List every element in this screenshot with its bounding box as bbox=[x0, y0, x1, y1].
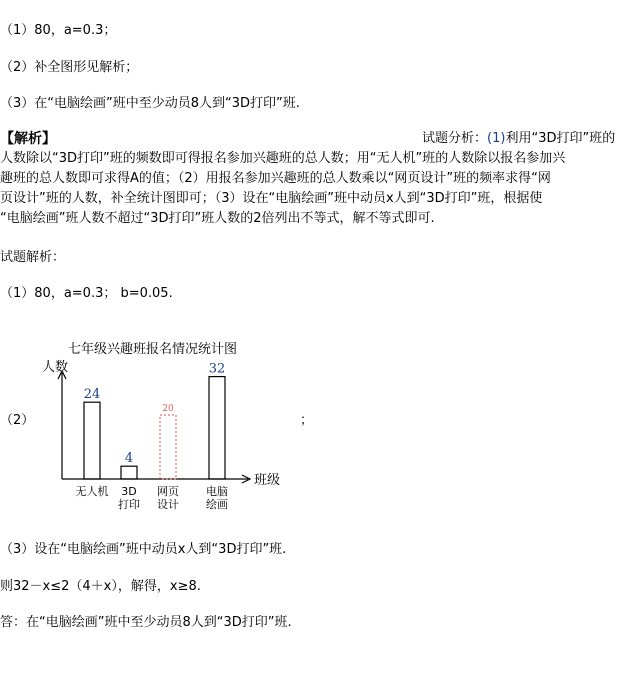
analysis-line-3: 趣班的总人数即可求得A的值；（2）用报名参加兴趣班的总人数乘以“网页设计”班的频率求得“网 bbox=[0, 171, 551, 186]
chart-title: 七年级兴趣班报名情况统计图 bbox=[68, 342, 238, 357]
analysis-first-line bbox=[422, 130, 615, 148]
bar-3 bbox=[209, 377, 225, 479]
answer-line-3: （3）在“电脑绘画”班中至少动员8人到“3D打印”班. bbox=[0, 96, 300, 111]
solution-line-4: 则32－x≤2（4＋x），解得，x≥8. bbox=[0, 579, 201, 594]
solution-part2-tail: ； bbox=[300, 413, 314, 428]
category-label-2-1: 设计 bbox=[157, 498, 179, 511]
category-label-3-1: 绘画 bbox=[206, 498, 228, 511]
category-label-2-0: 网页 bbox=[157, 485, 179, 498]
category-label-1-0: 3D bbox=[121, 485, 137, 498]
solution-line-1: （1）80，a=0.3； b=0.05. bbox=[0, 286, 173, 301]
solution-line-5: 答：在“电脑绘画”班中至少动员8人到“3D打印”班. bbox=[0, 615, 292, 630]
analysis-part1-verb: 利用 bbox=[505, 131, 532, 146]
bar-value-label-0: 24 bbox=[83, 387, 101, 403]
analysis-part1-object: “3D打印”班的 bbox=[531, 131, 616, 146]
solution-line-3: （3）设在“电脑绘画”班中动员x人到“3D打印”班. bbox=[0, 542, 287, 557]
analysis-heading: 【解析】 bbox=[0, 131, 56, 147]
x-axis-label: 班级 bbox=[254, 473, 281, 488]
bar-value-label-2: 20 bbox=[162, 404, 174, 414]
analysis-part1-marker: (1) bbox=[487, 131, 506, 146]
bar-0 bbox=[84, 402, 100, 479]
bar-2 bbox=[160, 415, 176, 479]
bar-value-label-3: 32 bbox=[208, 361, 226, 377]
category-label-0-0: 无人机 bbox=[75, 485, 109, 498]
y-axis-label: 人数 bbox=[42, 360, 69, 375]
category-label-1-1: 打印 bbox=[118, 498, 140, 511]
analysis-line-5: “电脑绘画”班人数不超过“3D打印”班人数的2倍列出不等式，解不等式即可. bbox=[0, 211, 435, 226]
bar-1 bbox=[121, 466, 137, 479]
solution-heading: 试题解析： bbox=[0, 250, 66, 265]
answer-line-1: （1）80，a=0.3； bbox=[0, 23, 117, 38]
analysis-label: 试题分析： bbox=[422, 131, 488, 146]
category-label-3-0: 电脑 bbox=[206, 485, 228, 498]
bar-value-label-1: 4 bbox=[124, 451, 134, 467]
solution-part2-label: （2） bbox=[0, 413, 35, 428]
analysis-line-2: 人数除以“3D打印”班的频数即可得报名参加兴趣班的总人数；用“无人机”班的人数除以报名参加兴 bbox=[0, 151, 566, 166]
bar-chart bbox=[0, 355, 320, 520]
analysis-line-4: 页设计”班的人数，补全统计图即可；（3）设在“电脑绘画”班中动员x人到“3D打印”班，根据使 bbox=[0, 191, 543, 206]
answer-line-2: （2）补全图形见解析； bbox=[0, 60, 139, 75]
